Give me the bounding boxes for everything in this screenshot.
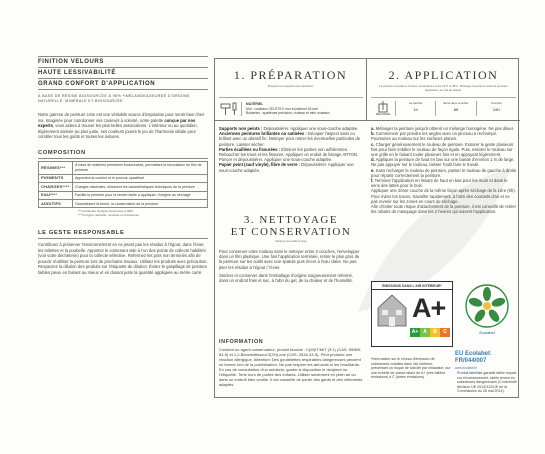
prep-paragraph-body: Dépoussiérer. Appliquer une sous-couche adaptée. [219, 162, 354, 173]
cleaning-paragraph: Pour conserver votre rouleau sans le nettoyer entre 2 couches, l'envelopper dans un film plastique. Une fois l'application terminée, retirer le plus gros de la peinture sur les outils avec une spatule puis rincer à l'eau claire. Ne pas jeter les résidus à l'égout / l'évier. [219, 249, 360, 270]
scale-step: A [420, 328, 430, 337]
appl-step-label: a. [371, 126, 375, 131]
compo-value: Charges minérales, réduisent les caractéristiques techniques de la peinture [73, 183, 208, 191]
ecolabel-name: Ecolabel [479, 330, 495, 335]
table-row [39, 183, 208, 191]
compo-key: CHARGES**** [39, 183, 73, 191]
heading-comfort: GRAND CONFORT D'APPLICATION [38, 79, 208, 90]
information-section [219, 339, 363, 387]
prep-paragraph [219, 131, 363, 147]
cleaning-title-1: 3. NETTOYAGE [243, 214, 339, 226]
ecolabel-flower-icon [464, 283, 510, 329]
emissions-note: *Information sur le niveau d'émission de substances volatiles dans l'air intérieur, présentant un risque de toxicité par inhalation, sur une échelle de classe allant de A+ (très faibles émissions) à C (fortes émissions). [371, 357, 451, 380]
prep-paragraph [219, 162, 363, 172]
ecolabel-note: Produit labellisé garantit faible impact sur l'environnement, faible teneur en substances dangereuses (Conformité décision UE 2014/312/UE de la Commission du 28 mai 2014). [457, 371, 517, 394]
compo-value: À base de matières premières biosourcées, permettant la formulation du film de peinture [73, 161, 208, 174]
drying-times-row [371, 97, 516, 116]
application-text [371, 126, 517, 214]
mix-label: MÉLANGER [375, 113, 391, 116]
drying-cell-value: 1h [413, 108, 418, 112]
cleaning-title-2: ET CONSERVATION [230, 226, 352, 238]
compo-key: PIGMENTS [39, 174, 73, 182]
table-row [39, 191, 208, 199]
left-column [38, 56, 208, 276]
application-title: 2. APPLICATION [388, 68, 499, 82]
compo-value: Apportent la couleur et le pouvoir opacifiant [73, 174, 208, 182]
material-row [219, 97, 363, 117]
drying-cell-label: Complet [491, 101, 502, 105]
preparation-title: 1. PRÉPARATION [233, 68, 348, 82]
tools-icon [219, 101, 241, 117]
appl-step [371, 131, 517, 141]
cleaning-paragraph: Stocker et conserver dans l'emballage d'origine soigneusement refermé, dans un endroit frais et sec, à l'abri du gel, de la chaleur et de l'humidité. [219, 272, 354, 284]
drying-cell-label: Au toucher [408, 101, 423, 105]
composition-table [38, 161, 208, 208]
appl-step-body: Appliquer une 2ème couche de la même façon après séchage de la 1ère (6h). Pour éviter les traces, travailler rapidement, à l'abri des courants d'air et ne pas revenir sur les zones en cours de séchage. [371, 188, 516, 204]
table-row [39, 200, 208, 208]
application-subtitle: La peinture est prête à l'emploi, température entre 12°C et 28°C. Mélanger la peinture avant la première application, en cas de besoin. [379, 84, 508, 92]
intro-part-b: , vous aidera à trouver les plus belles associations. L'intérieur ou au quotidien, légèrement satinée au plus juste, ses couleurs jouent le jeu de l'harmonie idéale pour combler tous les goûts et toutes les natures. [38, 123, 198, 140]
prep-paragraph-body: Éliminer les parties non adhérentes. Reboucher les trous et les fissures. Appliquer un enduit de lissage ARTON. Poncer et dépoussiérer. Appliquer une sous-couche adaptée. [219, 146, 359, 163]
house-icon [376, 292, 408, 328]
information-text: Contient un agent conservateur, produit biocide : C(M)IT/MIT (3:1) (CAS: 55965-84-9) et 1,2-Benzisothiazol-3(2H)-one (CAS: 2634-33-5). Peut produire une réaction allergique. Attention! Des gouttelettes respirables dangereuses peuvent se former lors de la pulvérisation. Ne pas respirer les aérosols ni les brouillards. En cas de consultation d'un médecin, garder à disposition le récipient ou l'étiquette. Tenir hors de portée des enfants. Utiliser seulement en plein air ou dans un endroit bien ventilé. Il est conseillé de porter des gants et des vêtements adaptés. [219, 347, 363, 387]
prep-paragraph [219, 147, 363, 163]
composition-title: COMPOSITION [38, 150, 208, 159]
composition-footnote-1: ***constituant d'origine biosourcée à 98% [78, 209, 133, 214]
emissions-grade: A+ [412, 293, 446, 323]
appl-step [371, 157, 517, 167]
cleaning-text [219, 249, 363, 283]
composition-footnote-2: ****d'origine naturelle, minérale ou biosourcée [78, 213, 140, 218]
compo-key: EAU**** [39, 191, 73, 199]
drying-cell [435, 101, 475, 116]
scale-step: B [430, 328, 440, 337]
ecolabel-site: www.ecolabel.fr [455, 366, 478, 370]
appl-step-body: Afin d'éviter toute risque d'attachement de la peinture, il est conseillé de retirer les rubans de masquage dans les 2 heures qui suivent l'application. [371, 204, 516, 215]
preparation-subtitle: Préparer les supports avec précision [267, 84, 314, 88]
prep-paragraph-label: Papier peint (sauf vinyle), fibre de verre : [219, 162, 300, 168]
emissions-scale [410, 328, 450, 337]
geste-text: Contribuez à préserver l'environnement en ne jetant pas les résidus à l'égout, dans l'évier, les toilettes et la poubelle. Apportez le contenant vide à l'un des points de collecte habilités (voir votre déchèterie) pour la collecte sélective. Refermez les pots non terminés afin de pouvoir réutiliser la peinture lors de prochains travaux. Utilisez les produits avec précaution. Respectez la dilution des produits sur l'étiquette de dilution. Évitez le gaspillage de peinture faibles pieux en faisant au mieux et en dosant juste la quantité appliquée au mètre carré. [38, 242, 208, 275]
appl-step-body: Appliquer la peinture de haut en bas sur une bande d'environ 1 m de large. Ne pas appuyer sur le rouleau, laisser l'outil faire le travail. [371, 157, 515, 168]
intro-paragraph [38, 112, 208, 140]
ecolabel-logo [459, 283, 515, 351]
appl-step-label: d. [371, 157, 375, 163]
compo-key: ADDITIFS [39, 200, 73, 208]
compo-key: RÉSINES*** [39, 161, 73, 174]
application-section [367, 59, 520, 121]
compo-value: Garantissent la tenue, la conservation de la peinture [73, 200, 208, 208]
emissions-header: ÉMISSIONS DANS L'AIR INTÉRIEUR* [372, 282, 452, 290]
drying-cell [395, 101, 435, 116]
appl-step [371, 178, 517, 188]
cleaning-section [215, 214, 367, 243]
intro-bold: conçue par nos experts [38, 117, 196, 129]
appl-step-label: e. [371, 167, 375, 173]
heading-washability: HAUTE LESSIVABILITÉ [38, 68, 208, 79]
appl-step-label: f. [371, 178, 374, 184]
appl-step-body: Commencer par peindre les angles avec un pinceau à rechampir. Poursuivre au rouleau sur les surfaces planes. [371, 131, 497, 142]
material-line-1: Mur : rouleaux CELÉTEX mur et plafond 18 mm [246, 106, 318, 111]
appl-step [371, 142, 517, 158]
appl-step [371, 204, 517, 214]
table-row [39, 174, 208, 182]
prep-paragraph-body: Dépoussiérer. Appliquer une sous-couche adaptée. [262, 126, 359, 131]
geste-title: LE GESTE RESPONSABLE [38, 230, 208, 239]
appl-step-label: b. [371, 131, 375, 137]
cleaning-subtitle: Nettoyer les outils à l'eau [275, 239, 307, 243]
appl-step-body: Sans recharger le rouleau de peinture, passer le rouleau de gauche à droite pour répartir correctement la peinture. [371, 167, 517, 178]
appl-step-body: Charger généreusement le rouleau de peinture. Essorer le geste plusieurs fois pour bien imbiber le rouleau de façon égale. Puis, essorer le rouleau sur une grille en le faisant rouler plusieurs fois et en appuyant légèrement. [371, 141, 514, 158]
material-text [241, 102, 330, 115]
material-line-2: Boiseries : spalteuse précision, rouleau et mini rouleaux [246, 111, 330, 116]
mix-icon [371, 101, 395, 116]
appl-step-body: Mélanger la peinture jusqu'à obtenir un mélange homogène. Ne pas diluer. [374, 126, 515, 131]
information-title: INFORMATION [219, 339, 264, 345]
table-row [39, 161, 208, 174]
intro-part-a: Notre gamme de peinture Unie est une véritable source d'inspiration pour sentir bien chez soi. Imaginée pour coordonner vos couleurs à volonté, notre palette [38, 112, 205, 123]
preparation-text [219, 126, 363, 173]
drying-cell-value: 24H [493, 108, 500, 112]
material-label: MATÉRIEL [246, 102, 264, 107]
instructions-panel [214, 58, 519, 398]
drying-cell [476, 101, 516, 116]
prep-paragraph-body: Décaper l'aspect satin ou brillant avec un abrasif fin. Nettoyer pour retirer les éventuelles particules de peinture. Laisser sécher. [219, 131, 361, 147]
resin-subtitle: À BASE DE RÉSINE BIOSOURCÉE À 95% *IMÉLANGEAGEUREÉ D'ORIGINE NATURELLE, MINÉRALE ET BIOSOURCÉE [38, 94, 190, 103]
emissions-label [371, 281, 453, 347]
drying-cell-label: Entre deux couches [443, 101, 469, 105]
prep-paragraph-label: Supports non peints : [219, 126, 263, 131]
prep-paragraph-label: Parties écaillées ou fissurées : [219, 146, 280, 152]
appl-step [371, 168, 517, 178]
prep-paragraph-label: Anciennes peintures brillantes ou satinées : [219, 131, 307, 137]
drying-cell-value: 6H [453, 108, 459, 112]
heading-finish: FINITION VELOURS [38, 56, 208, 68]
scale-step: C [440, 328, 450, 337]
preparation-section [215, 59, 367, 121]
compo-value: Facilite la peinture pour la rendre facile à appliquer, d'origine au séchage [73, 191, 208, 199]
appl-step-body: Terminer l'application en lissant de haut en bas pour les murs et dans le sens des lattes pour le bois. [371, 178, 508, 189]
appl-step-label: c. [371, 141, 375, 147]
ecolabel-registration [455, 351, 517, 372]
ecolabel-number: EU Ecolabel: FR/044/007 [455, 351, 492, 364]
scale-step: A+ [411, 329, 419, 335]
appl-step [371, 188, 517, 204]
